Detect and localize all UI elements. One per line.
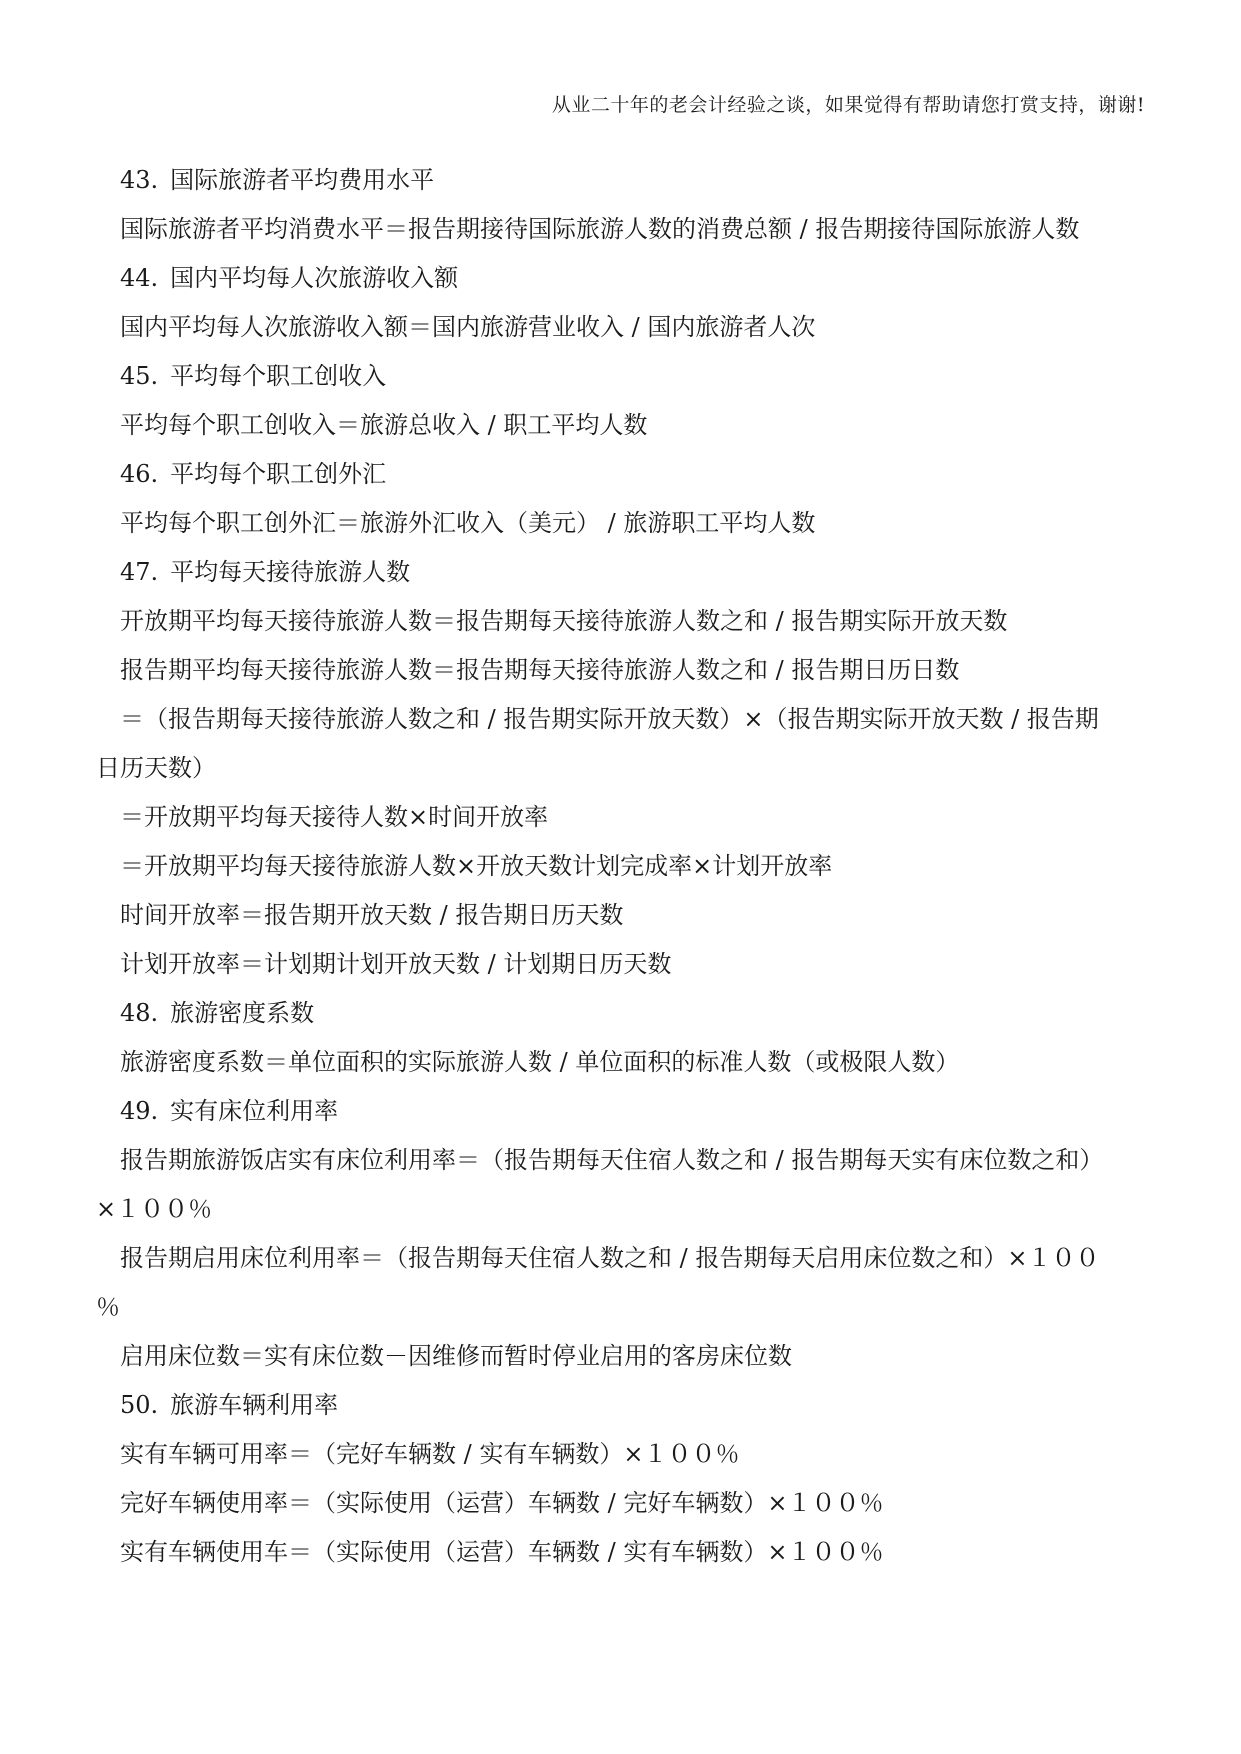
formula-line: 国内平均每人次旅游收入额＝国内旅游营业收入 / 国内旅游者人次 — [120, 313, 816, 341]
section-heading-43 — [96, 156, 1146, 205]
formula-line: 报告期启用床位利用率＝（报告期每天住宿人数之和 / 报告期每天启用床位数之和）×１００ — [120, 1244, 1100, 1272]
formula-line: 国际旅游者平均消费水平＝报告期接待国际旅游人数的消费总额 / 报告期接待国际旅游人数 — [120, 215, 1080, 243]
section-heading-47 — [96, 548, 1146, 597]
formula-line: 报告期旅游饭店实有床位利用率＝（报告期每天住宿人数之和 / 报告期每天实有床位数之和） — [120, 1146, 1104, 1174]
section-number: 48. — [120, 999, 159, 1027]
formula-line: 计划开放率＝计划期计划开放天数 / 计划期日历天数 — [120, 950, 672, 978]
section-number: 45. — [120, 362, 159, 390]
formula-line: ＝（报告期每天接待旅游人数之和 / 报告期实际开放天数）×（报告期实际开放天数 / 报告期 — [120, 705, 1099, 733]
formula-continuation: ％ — [96, 1293, 120, 1321]
section-title: 旅游密度系数 — [170, 999, 315, 1027]
formula-line: 实有车辆可用率＝（完好车辆数 / 实有车辆数）×１００％ — [120, 1440, 740, 1468]
formula-continuation: ×１００％ — [96, 1195, 213, 1223]
section-number: 50. — [120, 1391, 159, 1419]
formula-line: ＝开放期平均每天接待旅游人数×开放天数计划完成率×计划开放率 — [120, 852, 833, 880]
formula-line: 启用床位数＝实有床位数－因维修而暂时停业启用的客房床位数 — [120, 1342, 792, 1370]
formula-line: 平均每个职工创外汇＝旅游外汇收入（美元） / 旅游职工平均人数 — [120, 509, 816, 537]
section-number: 49. — [120, 1097, 159, 1125]
section-number: 44. — [120, 264, 159, 292]
formula-line: 报告期平均每天接待旅游人数＝报告期每天接待旅游人数之和 / 报告期日历日数 — [120, 656, 960, 684]
formula-line: 完好车辆使用率＝（实际使用（运营）车辆数 / 完好车辆数）×１００％ — [120, 1489, 884, 1517]
header-note: 从业二十年的老会计经验之谈，如果觉得有帮助请您打赏支持，谢谢! — [551, 94, 1145, 116]
formula-continuation: 日历天数） — [96, 754, 216, 782]
section-title: 实有床位利用率 — [170, 1097, 339, 1125]
section-title: 国内平均每人次旅游收入额 — [170, 264, 459, 292]
formula-line: ＝开放期平均每天接待人数×时间开放率 — [120, 803, 549, 831]
section-title: 国际旅游者平均费用水平 — [170, 166, 435, 194]
section-number: 43. — [120, 166, 159, 194]
section-heading-44 — [96, 254, 1146, 303]
section-title: 旅游车辆利用率 — [170, 1391, 339, 1419]
section-title: 平均每天接待旅游人数 — [170, 558, 411, 586]
section-heading-50 — [96, 1381, 1146, 1430]
document-body — [96, 156, 1146, 1577]
formula-line: 旅游密度系数＝单位面积的实际旅游人数 / 单位面积的标准人数（或极限人数） — [120, 1048, 960, 1076]
section-heading-46 — [96, 450, 1146, 499]
section-number: 47. — [120, 558, 159, 586]
formula-line: 开放期平均每天接待旅游人数＝报告期每天接待旅游人数之和 / 报告期实际开放天数 — [120, 607, 1008, 635]
formula-line: 时间开放率＝报告期开放天数 / 报告期日历天数 — [120, 901, 624, 929]
section-heading-49 — [96, 1087, 1146, 1136]
formula-line: 实有车辆使用车＝（实际使用（运营）车辆数 / 实有车辆数）×１００％ — [120, 1538, 884, 1566]
section-title: 平均每个职工创收入 — [170, 362, 387, 390]
section-heading-48 — [96, 989, 1146, 1038]
formula-line: 平均每个职工创收入＝旅游总收入 / 职工平均人数 — [120, 411, 648, 439]
section-title: 平均每个职工创外汇 — [170, 460, 387, 488]
section-number: 46. — [120, 460, 159, 488]
section-heading-45 — [96, 352, 1146, 401]
